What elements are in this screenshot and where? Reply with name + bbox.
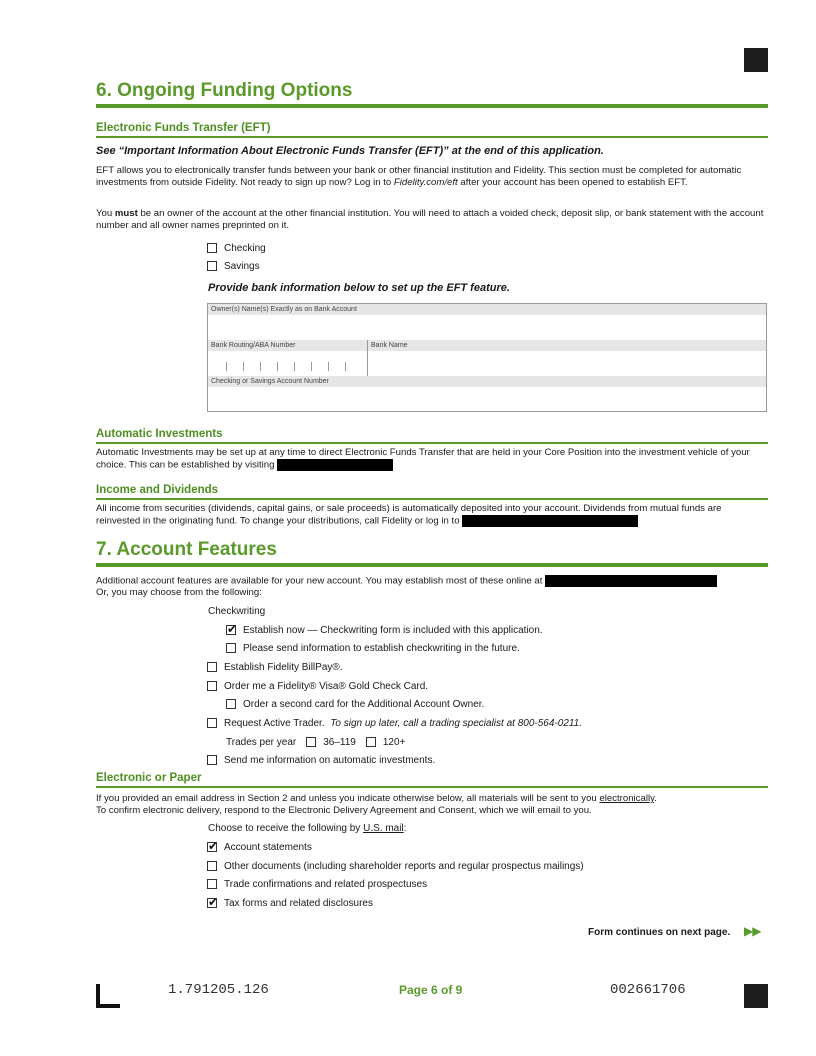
checkwriting-future-checkbox[interactable]	[226, 643, 236, 653]
continue-arrows-icon: ▶▶	[744, 924, 761, 938]
bank-name-label: Bank Name	[368, 340, 766, 351]
redacted-url	[462, 515, 638, 527]
account-number-label: Checking or Savings Account Number	[208, 376, 766, 387]
section-6-rule	[96, 104, 768, 108]
section-6-title: 6. Ongoing Funding Options	[96, 80, 353, 101]
trades-120-plus-checkbox[interactable]	[366, 737, 376, 747]
redacted-url	[545, 575, 717, 587]
registration-mark-bottom-left-h	[96, 1004, 120, 1008]
bank-info-form	[207, 303, 767, 412]
trades-per-year-row: Trades per year 36–119 120+	[226, 736, 406, 748]
bank-info-instruction: Provide bank information below to set up the EFT feature.	[208, 282, 510, 294]
section-7-rule	[96, 563, 768, 567]
auto-invest-info-checkbox[interactable]	[207, 755, 217, 765]
owner-name-label: Owner(s) Name(s) Exactly as on Bank Account	[208, 304, 766, 315]
eft-paragraph-2: You must be an owner of the account at the other financial institution. You will need to attach a voided check, deposit slip, or bank statement with the account number and all owner names preprinted on it.	[96, 208, 764, 231]
page-number: Page 6 of 9	[399, 983, 463, 997]
visa-card-option[interactable]: Order me a Fidelity® Visa® Gold Check Card.	[207, 679, 428, 693]
trade-conf-option[interactable]: Trade confirmations and related prospectuses	[207, 877, 427, 891]
billpay-checkbox[interactable]	[207, 662, 217, 672]
other-docs-option[interactable]: Other documents (including shareholder reports and regular prospectus mailings)	[207, 859, 584, 873]
eft-heading: Electronic Funds Transfer (EFT)	[96, 122, 271, 134]
income-text: All income from securities (dividends, capital gains, or sale proceeds) is automatically deposited into your account. Dividends from mutual funds are reinvested in the originating fund. To change your distributions, call Fidelity or log in to	[96, 503, 722, 527]
tax-forms-option[interactable]: ✔ Tax forms and related disclosures	[207, 896, 373, 910]
checkwriting-label: Checkwriting	[208, 606, 266, 617]
form-code-left: 1.791205.126	[168, 982, 269, 998]
account-number-field[interactable]	[208, 387, 766, 411]
savings-option[interactable]: Savings	[207, 259, 260, 273]
savings-checkbox[interactable]	[207, 261, 217, 271]
checkwriting-now-checkbox[interactable]	[226, 625, 236, 635]
second-card-option[interactable]: Order a second card for the Additional Account Owner.	[226, 697, 484, 711]
routing-number-label: Bank Routing/ABA Number	[208, 340, 367, 351]
continues-note: Form continues on next page.	[588, 927, 731, 938]
paper-text: If you provided an email address in Section 2 and unless you indicate otherwise below, all materials will be sent to you electronically. To confirm electronic delivery, respond to the Electronic Delivery Agreement and Consent, which we will email to you.	[96, 793, 657, 816]
bank-name-field[interactable]	[368, 351, 766, 376]
auto-invest-rule	[96, 442, 768, 444]
routing-number-field[interactable]	[208, 351, 367, 376]
section-7-title: 7. Account Features	[96, 539, 277, 560]
checkwriting-future-option[interactable]: Please send information to establish checkwriting in the future.	[226, 641, 520, 655]
billpay-option[interactable]: Establish Fidelity BillPay®.	[207, 660, 343, 674]
mail-choice-label: Choose to receive the following by U.S. mail:	[208, 823, 407, 834]
redacted-url	[277, 459, 393, 471]
checking-checkbox[interactable]	[207, 243, 217, 253]
paper-heading: Electronic or Paper	[96, 772, 202, 784]
trades-36-119-checkbox[interactable]	[306, 737, 316, 747]
checkwriting-now-option[interactable]: ✔ Establish now — Checkwriting form is included with this application.	[226, 623, 543, 637]
income-rule	[96, 498, 768, 500]
checking-option[interactable]: Checking	[207, 241, 266, 255]
paper-rule	[96, 786, 768, 788]
features-intro: Additional account features are available for your new account. You may establish most of these online at Or, you may choose from the following:	[96, 575, 768, 599]
auto-invest-heading: Automatic Investments	[96, 428, 223, 440]
form-code-right: 002661706	[610, 982, 686, 998]
trade-conf-checkbox[interactable]	[207, 879, 217, 889]
auto-invest-info-option[interactable]: Send me information on automatic investments.	[207, 753, 435, 767]
statements-checkbox[interactable]	[207, 842, 217, 852]
tax-forms-checkbox[interactable]	[207, 898, 217, 908]
owner-name-field[interactable]	[208, 315, 766, 339]
eft-link[interactable]: Fidelity.com/eft	[393, 176, 458, 188]
statements-option[interactable]: ✔ Account statements	[207, 840, 312, 854]
active-trader-option[interactable]: Request Active Trader. To sign up later, call a trading specialist at 800-564-0211.	[207, 716, 582, 730]
eft-rule	[96, 136, 768, 138]
eft-notice: See “Important Information About Electronic Funds Transfer (EFT)” at the end of this application.	[96, 145, 604, 157]
income-heading: Income and Dividends	[96, 484, 219, 496]
eft-paragraph-1: EFT allows you to electronically transfer funds between your bank or other financial institution and Fidelity. This section must be completed for automatic investments from outside Fidelity. Not ready to sign up now? Log in to Fidelity.com/eft after your account has been opened to establish EFT.	[96, 165, 742, 188]
auto-invest-text: Automatic Investments may be set up at any time to direct Electronic Funds Transfer that are held in your Core Position into the investment vehicle of your choice. This can be established by visiting	[96, 447, 750, 471]
other-docs-checkbox[interactable]	[207, 861, 217, 871]
active-trader-checkbox[interactable]	[207, 718, 217, 728]
active-trader-note: To sign up later, call a trading specialist at 800-564-0211.	[330, 717, 583, 729]
visa-card-checkbox[interactable]	[207, 681, 217, 691]
registration-mark-top-right	[744, 48, 768, 72]
registration-mark-bottom-right	[744, 984, 768, 1008]
second-card-checkbox[interactable]	[226, 699, 236, 709]
